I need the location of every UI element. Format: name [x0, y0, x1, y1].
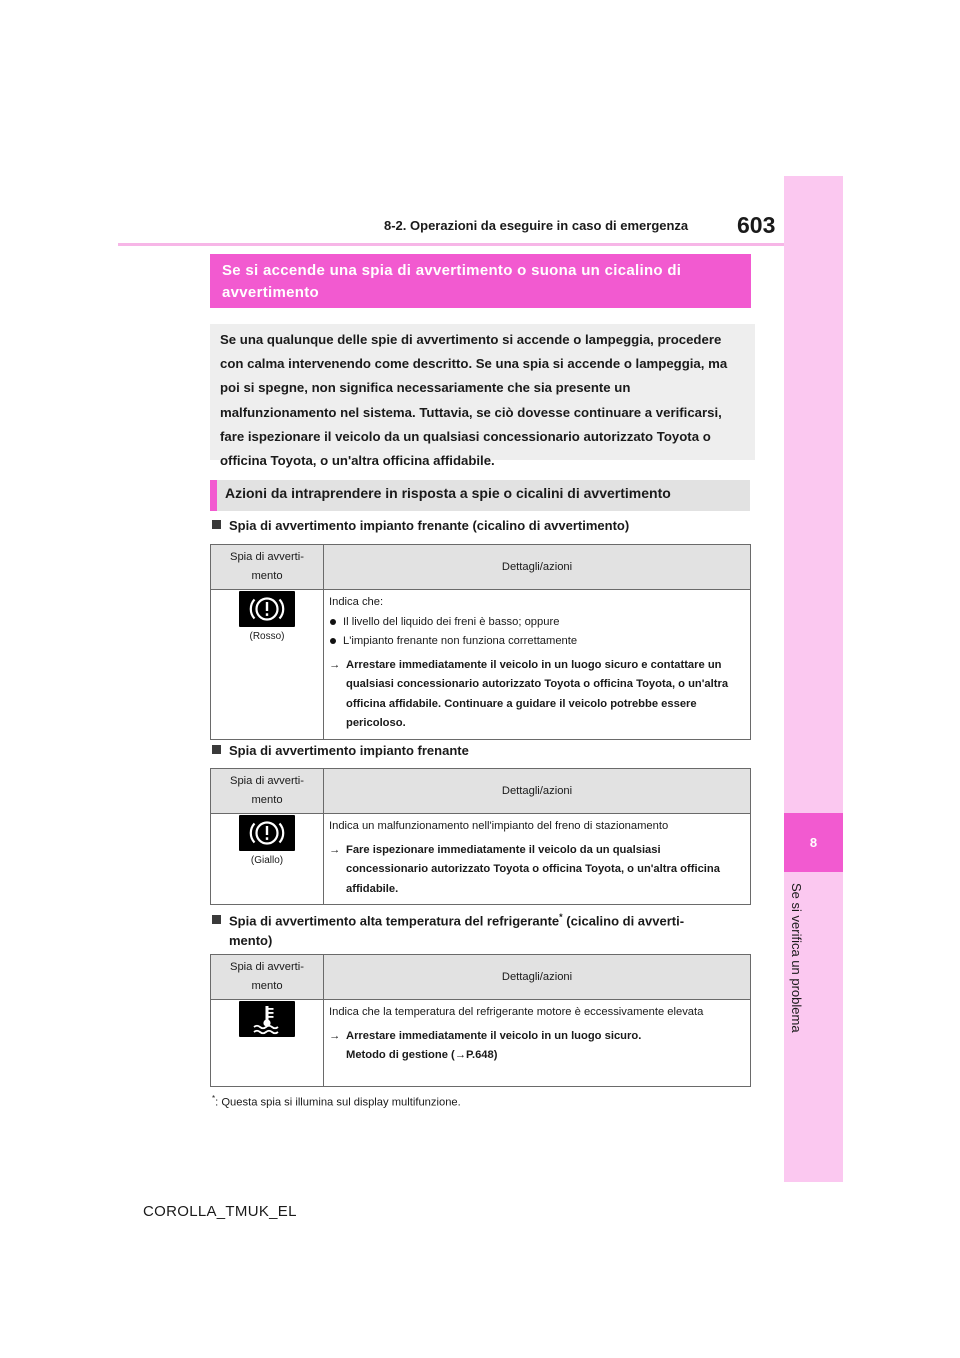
warning-table-brake-yellow: [210, 768, 751, 905]
table-header-details: Dettagli/azioni: [324, 955, 751, 1000]
subheading: Azioni da intraprendere in risposta a spie o cicalini di avvertimento: [210, 480, 750, 511]
section-heading-brake-yellow: Spia di avvertimento impianto frenante: [212, 741, 752, 761]
table-header-warning-light: Spia di avverti- mento: [211, 545, 324, 590]
footnote: *: Questa spia si illumina sul display multifunzione.: [212, 1094, 461, 1109]
action-text: → Arrestare immediatamente il veicolo in un luogo sicuro. Metodo di gestione (→P.648): [329, 1027, 744, 1066]
warning-table-coolant: [210, 954, 751, 1087]
arrow-icon: →: [329, 843, 341, 856]
icon-color-label: (Giallo): [250, 855, 284, 866]
main-title: Se si accende una spia di avvertimento o suona un cicalino di avvertimento: [210, 254, 751, 308]
icon-cell: [211, 814, 324, 905]
arrow-icon: →: [329, 1029, 341, 1042]
list-item: L'impianto frenante non funziona correttamente: [329, 632, 744, 652]
icon-cell: [211, 590, 324, 740]
square-bullet-icon: [212, 520, 221, 529]
intro-text: Se una qualunque delle spie di avvertimento si accende o lampeggia, procedere con calma intervenendo come descritto. Se una spia si accende o lampeggia, ma poi si spegne, non significa necessariamente che sia presente un malfunzionamento nel sistema. Tuttavia, se ciò dovesse continuare a verificarsi, fare ispezionare il veicolo da un qualsiasi concessionario autorizzato Toyota o officina Toyota, o un'altra officina affidabile.: [210, 324, 755, 460]
action-text: → Arrestare immediatamente il veicolo in un luogo sicuro e contattare un qualsiasi concessionario autorizzato Toyota o officina Toyota, o un'altra officina affidabile. Continuare a guidare il veicolo potrebbe essere pericoloso.: [329, 656, 744, 734]
section-heading-coolant: Spia di avvertimento alta temperatura del refrigerante* (cicalino di avverti- mento): [212, 907, 752, 951]
model-code: COROLLA_TMUK_EL: [143, 1203, 297, 1220]
chapter-label: Se si verifica un problema: [789, 883, 804, 1033]
table-header-details: Dettagli/azioni: [324, 545, 751, 590]
header-rule: [118, 243, 784, 246]
page-number: 603: [737, 212, 776, 238]
table-header-details: Dettagli/azioni: [324, 769, 751, 814]
icon-cell: [211, 1000, 324, 1087]
cross-reference-link[interactable]: Metodo di gestione (→P.648): [346, 1049, 498, 1061]
indicates-text: Indica che la temperatura del refrigerante motore è eccessivamente elevata: [329, 1006, 704, 1018]
coolant-temperature-icon: [239, 1001, 295, 1037]
details-cell: [324, 590, 751, 740]
details-cell: [324, 814, 751, 905]
indicates-text: Indica un malfunzionamento nell'impianto del freno di stazionamento: [329, 820, 669, 832]
indicates-text: Indica che:: [329, 596, 384, 608]
brake-warning-icon: [239, 815, 295, 851]
icon-color-label: (Rosso): [249, 631, 285, 642]
list-item: Il livello del liquido dei freni è basso; oppure: [329, 613, 744, 633]
details-cell: [324, 1000, 751, 1087]
table-header-warning-light: Spia di avverti- mento: [211, 955, 324, 1000]
square-bullet-icon: [212, 745, 221, 754]
chapter-number-tab: 8: [784, 813, 843, 872]
table-header-warning-light: Spia di avverti- mento: [211, 769, 324, 814]
section-title: 8-2. Operazioni da eseguire in caso di emergenza: [384, 218, 689, 233]
arrow-icon: →: [329, 658, 341, 671]
square-bullet-icon: [212, 915, 221, 924]
brake-warning-icon: [239, 591, 295, 627]
warning-table-brake-red: [210, 544, 751, 740]
action-text: → Fare ispezionare immediatamente il veicolo da un qualsiasi concessionario autorizzato Toyota o officina Toyota, o un'altra officina affidabile.: [329, 841, 744, 900]
section-heading-brake-red: Spia di avvertimento impianto frenante (cicalino di avvertimento): [212, 516, 752, 536]
